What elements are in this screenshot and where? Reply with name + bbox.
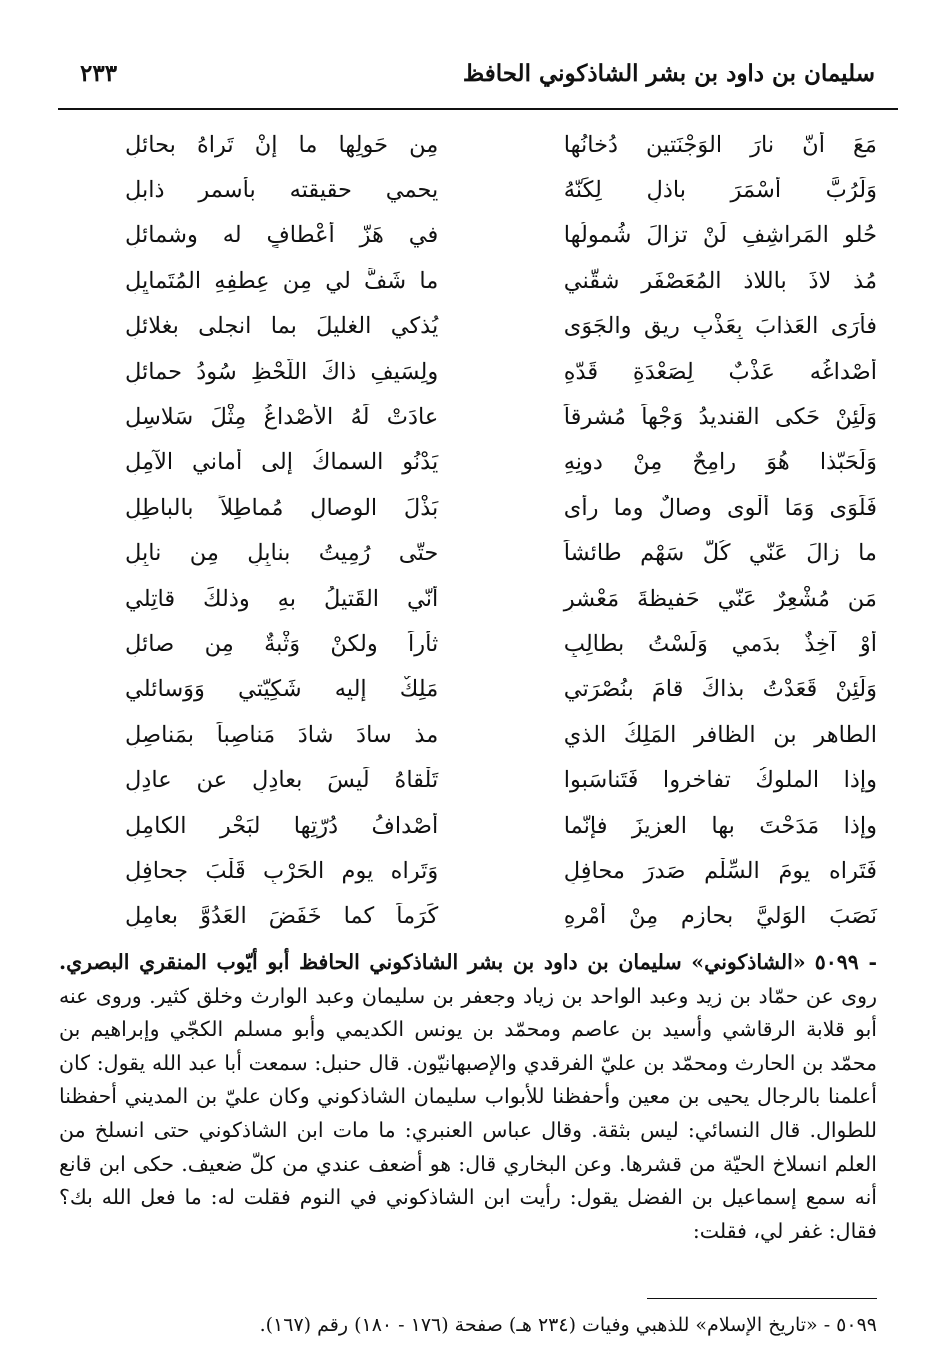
poem-first-hemistich: فَتَراه يومَ السِّلْمِ صَدرَ محافِلٍ [563,857,877,884]
poem-second-hemistich: وَتَراه يوم الحَرْبِ قَلْبَ جحافِلِ [125,857,439,884]
poem-second-hemistich: مِن حَولِها ما إنْ تَراهُ بحائلِ [125,131,439,158]
poem-second-hemistich: مذ سادَ شادَ مَناصِباً بمَناصِلِ [125,721,439,748]
poem-second-hemistich: في هَزّ أعْطافٍ له وشمائلِ [125,222,439,249]
poem-second-hemistich: ما شَفَّ لي مِن عِطفِهِ المُتَمايِلِ [125,267,439,294]
entry-number: ٥٠٩٩ - [814,950,877,974]
running-header-title: سليمان بن داود بن بشر الشاذكوني الحافظ [462,60,875,87]
footnote: ٥٠٩٩ - «تاريخ الإسلام» للذهبي وفيات (٢٣٤ هـ) صفحة (١٧٦ - ١٨٠) رقم (١٦٧). [259,1314,877,1336]
poem-first-hemistich: مَعَ أنّ نارَ الوَجْنَتينِ دُخانُها [563,131,877,158]
poem-second-hemistich: ثأراً ولكنْ وَثْبةٌ مِن صائلِ [125,630,439,657]
poem-couplet [121,485,881,530]
entry-heading: «الشاذكوني» سليمان بن داود بن بشر الشاذكوني الحافظ أبو أيّوب المنقري البصري. [59,950,806,974]
poem-second-hemistich: كَرَماً كما خَفَضَ العَدُوَّ بعامِلِ [125,903,439,930]
poem-first-hemistich: ما زالَ عَنّي كُلُّ سَهْمٍ طائشاً [563,540,877,567]
poem-couplet [121,122,881,167]
biography-entry [59,946,877,1248]
poem-second-hemistich: تَلْقاهُ لَيسَ بعادِلٍ عن عادِلِ [125,767,439,794]
poem-first-hemistich: وَلَئِنْ حَكى القنديدُ وَجْهاً مُشرقاً [563,404,877,431]
poem-first-hemistich: فأرَى العَذابَ بِعَذْبِ ريقٍ والجَوَى [563,313,877,340]
poem-couplet [121,304,881,349]
poem-first-hemistich: مُذ لاذَ باللاذ المُعَصْفَرِ شقّني [563,267,877,294]
poem-couplet [121,167,881,212]
entry-body: روى عن حمّاد بن زيد وعبد الواحد بن زياد وجعفر بن سليمان وعبد الوارث وخلق كثير. وروى عنه أبو قلابة الرقاشي وأسيد بن عاصم ومحمّد بن يونس الكديمي وأبو مسلم الكجّي وإبراهيم بن محمّد بن الحارث ومحمّد بن عليّ الفرقدي والإصبهانيّون. قال حنبل: سمعت أبا عبد الله يقول: كان أعلمنا بالرجال يحيى بن معين وأحفظنا للأبواب سليمان الشاذكوني وكان عليّ بن المديني أحفظنا للطوال. قال النسائي: ليس بثقة. وقال عباس العنبري: ما مات ابن الشاذكوني حتى انسلخ من العلم انسلاخ الحيّة من قشرها. وعن البخاري قال: هو أضعف عندي من كلّ ضعيف. حكى ابن قانع أنه سمع إسماعيل بن الفضل يقول: رأيت ابن الشاذكوني في النوم فقلت له: ما فعل الله بك؟ فقال: غفر لي، فقلت: [59,983,877,1243]
poem-second-hemistich: يحمي حقيقته بأسمر ذابلِ [125,177,439,204]
poem-first-hemistich: حُلوِ المَراشِفِ لَنْ تزالَ شُمولُها [563,222,877,249]
poem-first-hemistich: وَلَئِنْ قَعَدْتُ بذاكَ قامَ بنُصْرَتي [563,676,877,703]
poem-first-hemistich: أصْداغُه عَذْبٌ لِصَعْدَةِ قَدّهِ [563,358,877,385]
poem-couplet [121,349,881,394]
poem-first-hemistich: وَلَرُبَّ أَسْمَرَ باذلٍ لِكَنّهُ [563,177,877,204]
poem-second-hemistich: أنّي القَتيلُ بهِ وذلكَ قاتِلي [125,585,439,612]
poem-second-hemistich: عادَتْ لَهُ الأصْداغُ مِثْلَ سَلاسِلِ [125,404,439,431]
poem-block [121,122,881,940]
poem-couplet [121,213,881,258]
footnote-divider [647,1298,877,1299]
poem-couplet [121,258,881,303]
poem-second-hemistich: ولِسَيفِ ذاكَ اللّحْظِ سُودُ حمائلِ [125,358,439,385]
poem-second-hemistich: أصْدافُ دُرّتِها لبَحْرِ الكامِلِ [125,812,439,839]
poem-couplet [121,394,881,439]
poem-second-hemistich: بَذْلَ الوِصالِ مُماطِلاً بالباطِلِ [125,494,439,521]
poem-couplet [121,894,881,939]
poem-couplet [121,757,881,802]
poem-first-hemistich: الطاهر بن الظافر المَلِكُ الذي [563,721,877,748]
poem-first-hemistich: فَلَوَى وَمَا أَلْوى وِصالٌ وما رأى [563,494,877,521]
poem-couplet [121,803,881,848]
poem-couplet [121,621,881,666]
poem-couplet [121,576,881,621]
poem-second-hemistich: حتّى رُمِيتُ بنابِلٍ مِن نابِلِ [125,540,439,567]
poem-first-hemistich: وإذا مَدَحْتَ بها العزيزَ فإنّما [563,812,877,839]
poem-second-hemistich: يَدْنُو السماكُ إلى أماني الآمِلِ [125,449,439,476]
poem-first-hemistich: وَلَحَبّذا هُوَ رامِحٌ مِنْ دونِهِ [563,449,877,476]
page-number: ٢٣٣ [80,60,118,87]
poem-couplet [121,531,881,576]
header-divider [58,108,898,110]
poem-couplet [121,848,881,893]
poem-couplet [121,440,881,485]
poem-first-hemistich: وإذا الملوكُ تفاخروا فَتَناسَبوا [563,767,877,794]
poem-first-hemistich: مَن مُشْعِرٌ عَنّي حَفيظةَ مَعْشرٍ [563,585,877,612]
poem-second-hemistich: مَلِكٌ إليه شَكِيّتي وَوَسائلي [125,676,439,703]
poem-first-hemistich: نَصَبَ الوَليَّ بحازِمٍ مِنْ أمْرِهِ [563,903,877,930]
poem-first-hemistich: أوْ آخِذٌ بدَمي وَلَسْتُ بطالِبٍ [563,630,877,657]
poem-couplet [121,712,881,757]
poem-couplet [121,667,881,712]
poem-second-hemistich: يُذكي الغليلَ بما انجلى بغلائلِ [125,313,439,340]
